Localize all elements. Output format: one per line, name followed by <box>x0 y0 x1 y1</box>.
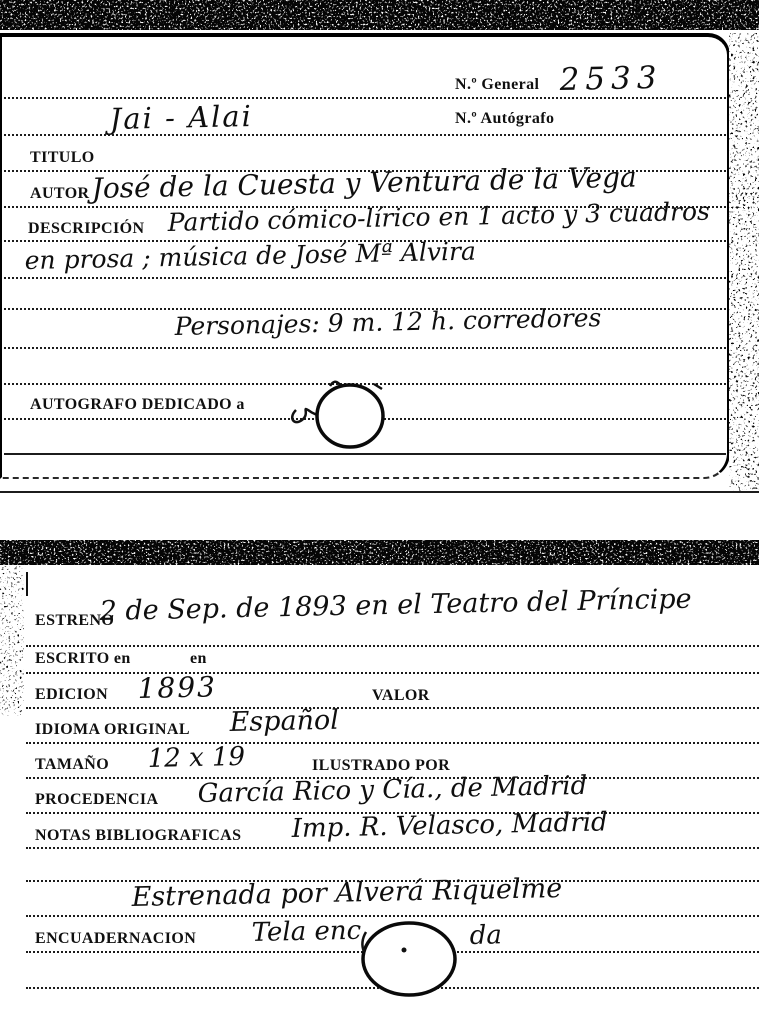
titulo-label: TITULO <box>30 149 95 166</box>
descripcion-value-line2: en prosa ; música de José Mª Alvira <box>24 236 477 275</box>
estreno-label: ESTRENO <box>35 612 115 629</box>
ink-dot <box>402 948 407 953</box>
ruled-line <box>4 347 726 349</box>
scan-noise-band-top <box>0 0 759 33</box>
hole-punch <box>282 376 402 458</box>
encuadernacion-label: ENCUADERNACION <box>35 930 197 947</box>
ruled-line <box>26 672 759 674</box>
descripcion-label: DESCRIPCIÓN <box>28 220 145 237</box>
procedencia-value: García Rico y Cía., de Madrid <box>197 770 588 809</box>
ruled-line <box>26 645 759 647</box>
hole-punch <box>356 918 466 1002</box>
scan-artifact-mark <box>26 572 28 596</box>
scan-edge-line <box>0 491 759 493</box>
tamano-value: 12 x 19 <box>147 741 246 774</box>
estrenada-por-value: Estrenada por Alverá Riquelme <box>131 872 563 913</box>
autor-value: José de la Cuesta y Ventura de la Vega <box>91 160 638 205</box>
tamano-label: TAMAÑO <box>35 756 110 773</box>
ruled-line <box>26 707 759 709</box>
ruled-line <box>26 847 759 849</box>
ruled-line <box>26 742 759 744</box>
ink-scribble <box>374 384 382 389</box>
scan-noise-strip-right <box>729 33 759 491</box>
personajes-value: Personajes: 9 m. 12 h. corredores <box>174 303 602 341</box>
ilustrado-por-label: ILUSTRADO POR <box>312 757 451 774</box>
encuadernacion-value-post: da <box>469 920 503 951</box>
no-autografo-label: N.º Autógrafo <box>455 110 555 127</box>
no-general-value: 2533 <box>559 59 663 98</box>
ruled-line <box>26 915 759 917</box>
autografo-dedicado-label: AUTOGRAFO DEDICADO a <box>30 396 245 413</box>
idioma-original-value: Español <box>229 704 340 738</box>
scan-noise-band-middle <box>0 540 759 568</box>
title-value: Jai - Alai <box>109 99 254 136</box>
autor-label: AUTOR <box>30 185 90 202</box>
ruled-line <box>4 277 726 279</box>
scan-noise-strip-left <box>0 566 24 716</box>
descripcion-value-line1: Partido cómico-lírico en 1 acto y 3 cuadros <box>167 196 711 237</box>
escrito-en-label: ESCRITO en <box>35 650 131 667</box>
edicion-value: 1893 <box>137 670 218 705</box>
encuadernacion-value-pre: Tela enc <box>251 915 362 948</box>
ruled-line <box>4 97 726 99</box>
estreno-value: 2 de Sep. de 1893 en el Teatro del Príncipe <box>99 583 692 627</box>
no-general-label: N.º General <box>455 76 540 93</box>
notas-bibliograficas-value: Imp. R. Velasco, Madrid <box>291 807 608 844</box>
escrito-en2-label: en <box>190 650 207 667</box>
procedencia-label: PROCEDENCIA <box>35 791 159 808</box>
valor-label: VALOR <box>372 687 430 704</box>
edicion-label: EDICION <box>35 686 109 703</box>
notas-bibliograficas-label: NOTAS BIBLIOGRAFICAS <box>35 827 242 844</box>
idioma-original-label: IDIOMA ORIGINAL <box>35 721 190 738</box>
